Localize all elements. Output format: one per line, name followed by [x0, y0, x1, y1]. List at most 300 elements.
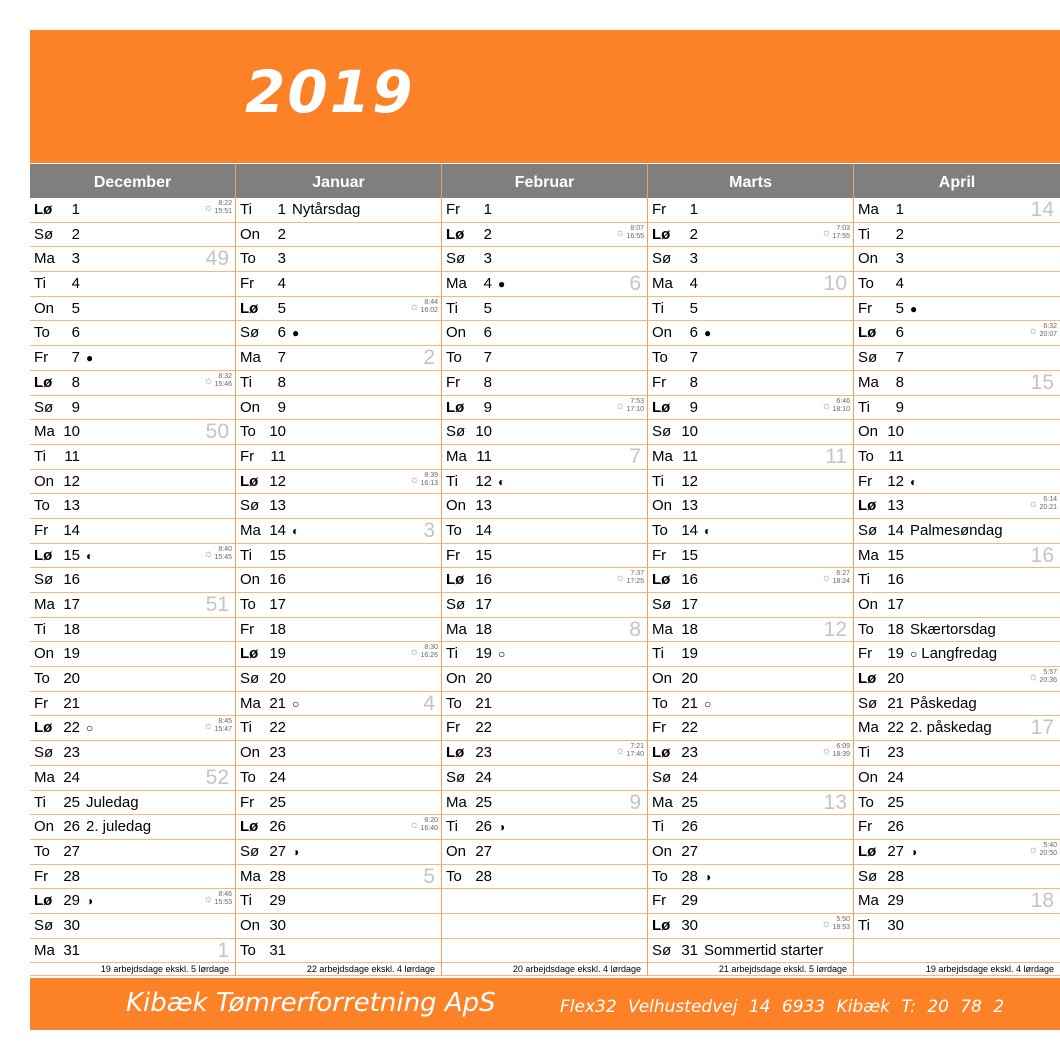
weekday: To [652, 694, 668, 712]
weekday: Fr [652, 892, 667, 910]
sun-icon: ☼ [409, 646, 420, 659]
sun-times-values [214, 373, 232, 389]
weekday: Ti [34, 793, 46, 811]
weekday: Sø [652, 250, 672, 268]
day-row [30, 198, 235, 223]
day-number: 21 [475, 694, 492, 712]
sun-icon: ☼ [409, 473, 420, 486]
day-number: 20 [475, 670, 492, 688]
sunset: 18:10 [832, 405, 850, 413]
day-number: 16 [269, 571, 286, 589]
sun-times [615, 225, 644, 241]
sun-times [821, 743, 850, 759]
day-number: 29 [887, 892, 904, 910]
day-number: 26 [887, 818, 904, 836]
sun-icon: ☼ [615, 399, 626, 412]
footer-banner [30, 978, 1060, 1030]
month-column-december [30, 164, 236, 976]
month-header: Januar [236, 164, 441, 198]
day-row [854, 198, 1060, 223]
day-row [30, 371, 235, 396]
day-row [236, 371, 441, 396]
day-number: 9 [895, 398, 904, 416]
week-number: 5 [423, 864, 435, 888]
day-number: 6 [277, 324, 286, 342]
weekday: On [858, 250, 879, 268]
day-number: 9 [71, 398, 80, 416]
day-number: 12 [475, 472, 492, 490]
day-row [648, 420, 853, 445]
day-row [442, 741, 647, 766]
sunset: 15:47 [214, 726, 232, 734]
day-row [30, 741, 235, 766]
weekday: Ma [446, 620, 467, 638]
sun-times-values [832, 398, 850, 414]
weekday: To [240, 941, 256, 959]
day-number: 2 [483, 225, 492, 243]
day-row [648, 247, 853, 272]
day-extra [498, 470, 509, 494]
sunset: 16:40 [420, 825, 438, 833]
day-row [854, 889, 1060, 914]
moon-new-icon: ○ [86, 721, 94, 736]
weekday: On [240, 225, 261, 243]
sunset: 17:25 [626, 578, 644, 586]
weekday: On [240, 571, 261, 589]
month-column-februar [442, 164, 648, 976]
day-row [442, 815, 647, 840]
week-number: 2 [423, 346, 435, 370]
weekday: Sø [34, 225, 54, 243]
day-number: 4 [895, 275, 904, 293]
sun-icon: ☼ [615, 745, 626, 758]
day-row [854, 371, 1060, 396]
day-number: 24 [681, 768, 698, 786]
day-number: 23 [887, 744, 904, 762]
header-banner [30, 30, 1060, 163]
day-row [236, 939, 441, 964]
day-number: 14 [269, 521, 286, 539]
day-number: 8 [483, 373, 492, 391]
day-number: 3 [689, 250, 698, 268]
sun-icon: ☼ [409, 300, 420, 313]
sun-times-values [1039, 323, 1057, 339]
day-number: 20 [681, 670, 698, 688]
weekday: Ti [34, 275, 46, 293]
day-row [442, 371, 647, 396]
weekday: Ti [652, 472, 664, 490]
day-row [854, 766, 1060, 791]
weekday: On [858, 768, 879, 786]
day-number: 5 [895, 299, 904, 317]
day-row [648, 198, 853, 223]
day-number: 31 [63, 941, 80, 959]
weekday: Ma [34, 768, 55, 786]
day-row [30, 297, 235, 322]
holiday-note: Juledag [86, 793, 139, 811]
day-number: 26 [63, 818, 80, 836]
day-row [648, 593, 853, 618]
day-row [854, 667, 1060, 692]
day-number: 14 [63, 521, 80, 539]
day-row [30, 791, 235, 816]
day-number: 22 [681, 719, 698, 737]
weekday: Ma [240, 694, 261, 712]
weekday: To [652, 349, 668, 367]
day-row [30, 272, 235, 297]
sun-times [409, 472, 438, 488]
day-row [854, 593, 1060, 618]
weekday: Ti [240, 719, 252, 737]
year-title: 2019 [245, 58, 415, 126]
weekday: Fr [652, 201, 667, 218]
day-number: 4 [689, 275, 698, 293]
sunrise: 7:03 [836, 224, 850, 232]
day-row [854, 791, 1060, 816]
day-number: 8 [689, 373, 698, 391]
weekday: Fr [240, 275, 255, 293]
day-number: 19 [887, 645, 904, 663]
day-number: 19 [63, 645, 80, 663]
day-row [442, 519, 647, 544]
week-number: 12 [823, 617, 847, 641]
day-row [648, 766, 853, 791]
day-row [854, 692, 1060, 717]
day-number: 5 [483, 299, 492, 317]
day-extra [704, 519, 715, 543]
day-row [30, 914, 235, 939]
weekday: Ma [652, 447, 673, 465]
day-row [30, 470, 235, 495]
sun-times [1028, 323, 1057, 339]
day-number: 6 [895, 324, 904, 342]
weekday: Lø [446, 398, 465, 416]
day-row [854, 494, 1060, 519]
day-row [854, 741, 1060, 766]
day-extra [292, 198, 360, 222]
day-number: 6 [689, 324, 698, 342]
weekday: On [446, 324, 467, 342]
day-number: 24 [475, 768, 492, 786]
weekday: Ma [34, 596, 55, 613]
day-row [442, 198, 647, 223]
weekday: Ma [446, 447, 467, 465]
weekday: Sø [652, 596, 672, 613]
day-number: 7 [483, 349, 492, 367]
day-extra [292, 840, 303, 864]
weekday: To [240, 250, 256, 268]
day-extra [704, 939, 823, 963]
day-number: 3 [277, 250, 286, 268]
day-row [854, 346, 1060, 371]
day-number: 3 [895, 250, 904, 268]
day-number: 26 [269, 818, 286, 836]
weekday: Sø [446, 423, 466, 441]
week-number: 9 [629, 790, 641, 814]
day-number: 1 [71, 201, 80, 218]
weekday: On [34, 299, 55, 317]
day-row [30, 494, 235, 519]
day-extra [498, 815, 509, 839]
day-number: 3 [483, 250, 492, 268]
day-number: 28 [475, 867, 492, 885]
day-extra [86, 346, 97, 370]
weekday: Fr [858, 299, 873, 317]
weekday: Ti [240, 546, 252, 564]
day-row [236, 667, 441, 692]
weekday: Sø [446, 768, 466, 786]
sun-times-values [420, 299, 438, 315]
moon-full-icon: ● [498, 277, 506, 292]
day-number: 12 [63, 472, 80, 490]
weekday: Sø [240, 324, 260, 342]
weekday: Lø [446, 225, 465, 243]
day-row [648, 914, 853, 939]
week-number: 6 [629, 272, 641, 296]
moon-last-icon: ◑ [704, 869, 712, 884]
week-number: 18 [1030, 889, 1054, 913]
weekday: To [858, 793, 874, 811]
weekday: Lø [858, 497, 877, 515]
day-row [442, 568, 647, 593]
day-number: 22 [269, 719, 286, 737]
weekday: Fr [34, 867, 49, 885]
day-number: 25 [887, 793, 904, 811]
weekday: Ma [34, 941, 55, 959]
holiday-note: Palmesøndag [910, 521, 1003, 539]
sunset: 16:26 [420, 652, 438, 660]
day-row [236, 593, 441, 618]
day-row [236, 420, 441, 445]
weekday: To [240, 596, 256, 613]
weekday: Fr [240, 447, 255, 465]
day-number: 11 [682, 447, 698, 465]
day-row [236, 692, 441, 717]
day-number: 16 [887, 571, 904, 589]
day-number: 13 [681, 497, 698, 515]
day-row [854, 420, 1060, 445]
weekday: Sø [446, 250, 466, 268]
weekday: To [34, 842, 50, 860]
weekday: On [652, 497, 673, 515]
day-row [442, 445, 647, 470]
day-row [442, 297, 647, 322]
month-header: April [854, 164, 1060, 198]
weekday: Sø [446, 596, 466, 613]
day-row [648, 791, 853, 816]
day-row [30, 445, 235, 470]
weekday: Ma [240, 521, 261, 539]
day-row [442, 396, 647, 421]
weekday: Ti [652, 299, 664, 317]
sunrise: 8:44 [424, 298, 438, 306]
day-row [236, 519, 441, 544]
day-row [442, 247, 647, 272]
day-row [854, 568, 1060, 593]
weekday: Fr [858, 818, 873, 836]
weekday: To [34, 670, 50, 688]
sun-times-values [420, 472, 438, 488]
weekday: Fr [446, 546, 461, 564]
day-number: 18 [681, 620, 698, 638]
sun-times-values [214, 546, 232, 562]
day-row [236, 716, 441, 741]
weekday: Sø [858, 521, 878, 539]
day-number: 30 [63, 916, 80, 934]
day-number: 23 [269, 744, 286, 762]
day-number: 9 [277, 398, 286, 416]
day-number: 15 [475, 546, 492, 564]
week-number: 11 [825, 444, 847, 468]
week-number: 10 [823, 272, 847, 296]
holiday-note: 2. juledag [86, 818, 152, 836]
weekday: Ti [858, 744, 870, 762]
day-number: 15 [63, 546, 80, 564]
sun-times-values [626, 398, 644, 414]
day-row [854, 396, 1060, 421]
moon-last-icon: ◑ [498, 820, 506, 835]
day-extra [910, 618, 996, 642]
day-number: 1 [689, 201, 698, 218]
day-row [648, 321, 853, 346]
day-number: 15 [269, 546, 286, 564]
weekday: Fr [652, 719, 667, 737]
day-number: 24 [269, 768, 286, 786]
sunrise: 8:39 [424, 471, 438, 479]
day-number: 25 [681, 793, 698, 811]
sunset: 18:39 [832, 751, 850, 759]
day-number: 23 [63, 744, 80, 762]
day-row [236, 889, 441, 914]
weekday: Ma [652, 620, 673, 638]
day-row [236, 198, 441, 223]
day-number: 21 [681, 694, 698, 712]
day-row [236, 223, 441, 248]
day-row [854, 519, 1060, 544]
day-row [648, 396, 853, 421]
sun-times-values [832, 570, 850, 586]
weekday: Ma [858, 201, 879, 218]
weekday: Lø [652, 225, 671, 243]
day-number: 7 [71, 349, 80, 367]
sunset: 15:51 [214, 208, 232, 215]
moon-new-icon: ○ [292, 696, 300, 711]
day-number: 18 [63, 620, 80, 638]
weekday: Fr [34, 521, 49, 539]
day-row [30, 519, 235, 544]
day-row [30, 223, 235, 248]
day-row [442, 223, 647, 248]
day-number: 28 [887, 867, 904, 885]
day-row [236, 618, 441, 643]
sun-times [1028, 842, 1057, 858]
weekday: Ma [240, 867, 261, 885]
day-row [442, 494, 647, 519]
sun-times-values [832, 225, 850, 241]
day-row [648, 840, 853, 865]
holiday-note: Sommertid starter [704, 941, 824, 959]
sunrise: 5:50 [836, 915, 850, 923]
day-number: 20 [63, 670, 80, 688]
day-number: 15 [887, 546, 904, 564]
weekday: Ma [858, 373, 879, 391]
day-row [236, 741, 441, 766]
sunrise: 8:45 [218, 718, 232, 726]
weekday: Lø [652, 571, 671, 589]
weekday: Lø [858, 842, 877, 860]
day-row [30, 642, 235, 667]
day-number: 17 [475, 596, 492, 613]
sunset: 20:50 [1039, 849, 1057, 857]
sun-icon: ☼ [821, 745, 832, 758]
day-number: 8 [895, 373, 904, 391]
sun-icon: ☼ [821, 917, 832, 930]
day-number: 29 [681, 892, 698, 910]
day-row [442, 420, 647, 445]
day-row [648, 445, 853, 470]
day-extra [86, 791, 139, 815]
weekday: Fr [858, 472, 873, 490]
weekday: Ti [240, 892, 252, 910]
weekday: Fr [240, 793, 255, 811]
day-row [236, 642, 441, 667]
day-row [442, 692, 647, 717]
day-number: 17 [269, 596, 286, 613]
weekday: Lø [240, 299, 259, 317]
sun-times [821, 570, 850, 586]
day-number: 25 [475, 793, 492, 811]
weekday: Ti [858, 225, 870, 243]
weekday: Ma [858, 546, 879, 564]
day-number: 12 [269, 472, 286, 490]
day-number: 27 [269, 842, 286, 860]
moon-first-icon: ◐ [704, 523, 712, 538]
day-number: 21 [269, 694, 286, 712]
weekday: On [446, 842, 467, 860]
day-row [30, 716, 235, 741]
day-row [442, 470, 647, 495]
day-number: 28 [681, 867, 698, 885]
week-number: 15 [1030, 370, 1054, 394]
day-row [236, 865, 441, 890]
weekday: On [446, 670, 467, 688]
day-number: 5 [689, 299, 698, 317]
day-number: 15 [681, 546, 698, 564]
weekday: Fr [858, 645, 873, 663]
sunrise: 6:27 [836, 570, 850, 578]
sun-icon: ☼ [1028, 325, 1039, 338]
day-row [648, 346, 853, 371]
day-number: 4 [277, 275, 286, 293]
moon-last-icon: ◑ [86, 894, 94, 909]
day-number: 4 [483, 275, 492, 293]
day-row [648, 741, 853, 766]
day-row [236, 568, 441, 593]
weekday: Lø [34, 201, 53, 218]
sun-times [821, 916, 850, 932]
weekday: On [858, 423, 879, 441]
moon-last-icon: ◑ [292, 844, 300, 859]
day-number: 20 [269, 670, 286, 688]
day-number: 8 [277, 373, 286, 391]
day-number: 25 [269, 793, 286, 811]
weekday: On [652, 324, 673, 342]
sunset: 18:53 [832, 923, 850, 931]
moon-first-icon: ◐ [86, 548, 94, 563]
weekday: On [240, 916, 261, 934]
moon-last-icon: ◑ [910, 844, 918, 859]
day-number: 27 [681, 842, 698, 860]
